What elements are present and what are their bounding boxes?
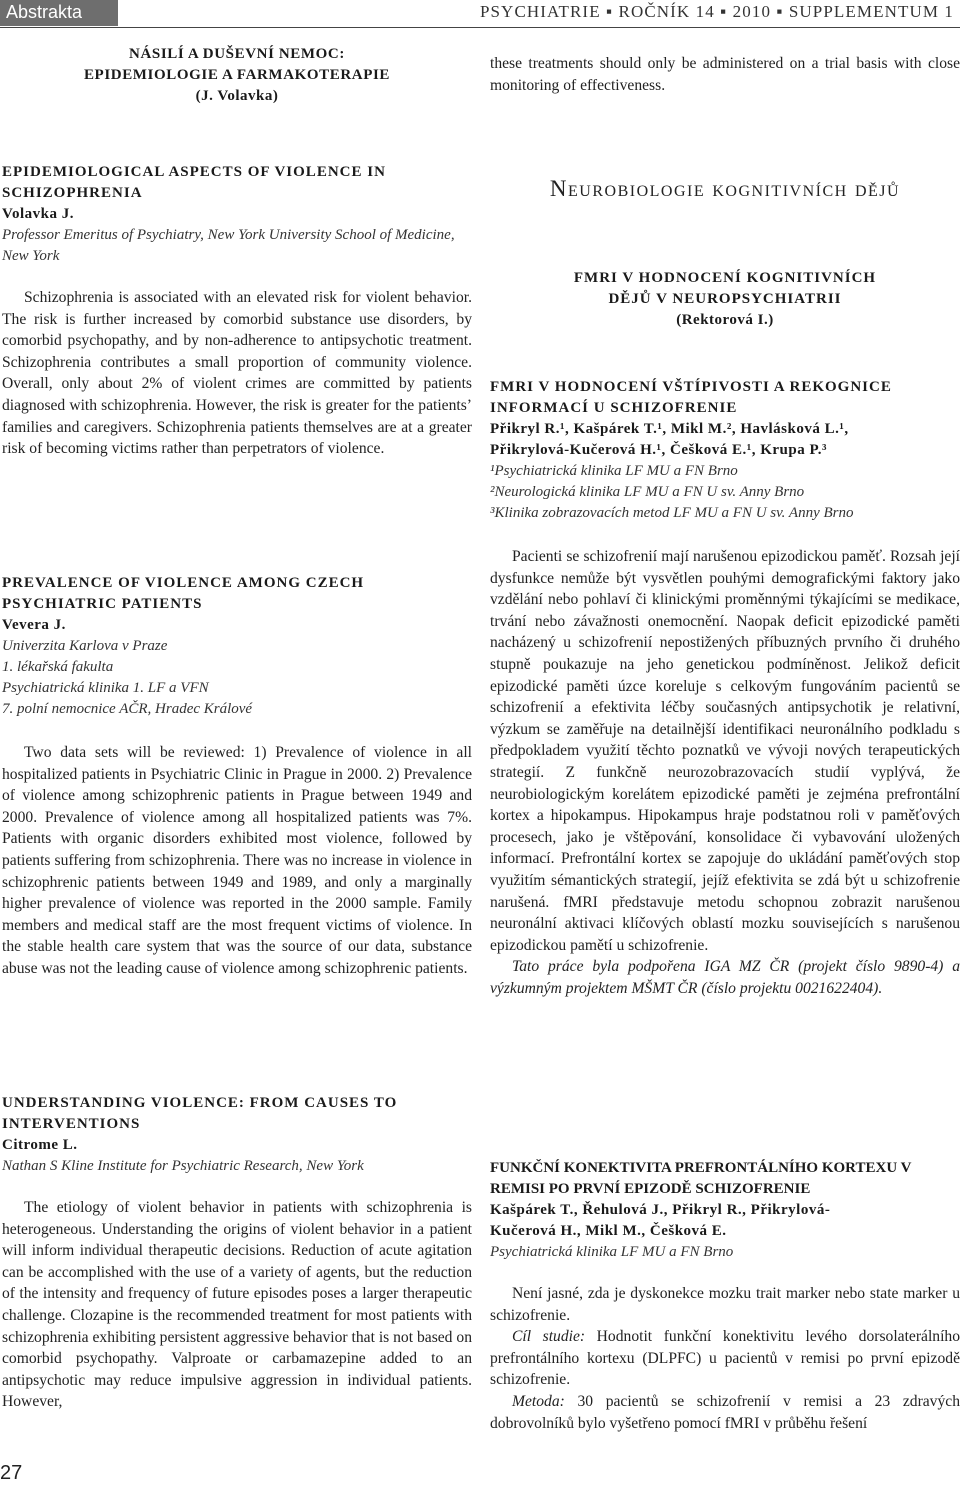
session-chair: (Rektorová I.) [676, 312, 774, 328]
abstract-understanding [2, 1093, 472, 1413]
page-header [0, 0, 960, 30]
abstract-title: PREVALENCE OF VIOLENCE AMONG CZECH PSYCHIATRIC PATIENTS [2, 575, 365, 612]
abstract-epidemiological [2, 162, 472, 460]
section-tag: Abstrakta [0, 0, 118, 26]
abstract-affiliation: Psychiatrická klinika LF MU a FN Brno [490, 1244, 734, 1260]
abstract-affiliation: Univerzita Karlova v Praze [2, 638, 168, 654]
session-title-line: DĚJŮ V NEUROPSYCHIATRII [608, 291, 842, 307]
session-heading [2, 44, 472, 107]
abstract-author: Vevera J. [2, 617, 66, 633]
abstract-authors: Kašpárek T., Řehulová J., Přikryl R., Přikrylová- [490, 1202, 831, 1218]
abstract-affiliation: ²Neurologická klinika LF MU a FN U sv. Anny Brno [490, 484, 805, 500]
abstract-affiliation: Professor Emeritus of Psychiatry, New York University School of Medicine, New York [2, 227, 455, 264]
session-title-line: FMRI V HODNOCENÍ KOGNITIVNÍCH [573, 270, 877, 286]
abstract-paragraph: Cíl studie: Hodnotit funkční konektivitu levého dorsolaterálního prefrontálního kortexu (DLPFC) u pacientů v remisi po první epizodě schizofrenie. [490, 1328, 960, 1389]
journal-running-head: PSYCHIATRIE ▪ ROČNÍK 14 ▪ 2010 ▪ SUPPLEMENTUM 1 [479, 2, 954, 21]
abstract-title: EPIDEMIOLOGICAL ASPECTS OF VIOLENCE IN SCHIZOPHRENIA [2, 164, 386, 201]
abstract-affiliation: ¹Psychiatrická klinika LF MU a FN Brno [490, 463, 738, 479]
session-heading [490, 268, 960, 331]
abstract-body: Two data sets will be reviewed: 1) Prevalence of violence in all hospitalized patients in Psychiatric Clinic in Prague in 2000. 2) Prevalence of violence among schizophrenic patients in Prague between 1949 and 2000. Prevalence of violence among all hospitalized patients was 7%. Patients with organic disorders exhibited most violence, followed by patients suffering from schizophrenia. There was no increase in violence in schizophrenic patients between 1949 and 1989, and only a marginally higher prevalence of violence was reported in the 2000 sample. Family members and medical staff are the most frequent victims of violence. In the stable health care system that was the source of our data, substance abuse was not the leading cause of violence among schizophrenic patients. [2, 744, 472, 977]
abstract-affiliation: Psychiatrická klinika 1. LF a VFN [2, 680, 209, 696]
section-title: Neurobiologie kognitivních dějů [549, 176, 901, 201]
abstract-prevalence [2, 573, 472, 980]
abstract-affiliation: ³Klinika zobrazovacích metod LF MU a FN U sv. Anny Brno [490, 505, 854, 521]
abstract-body: Pacienti se schizofrenií mají narušenou epizodickou paměť. Rozsah její dysfunkce nemůže být vysvětlen pouhými demografickými faktory jako vzdělání nebo pohlaví či klinickými proměnnými týkajícími se medikace, trvání nebo závažnosti onemocnění. Naopak deficit epizodické paměti nacházený u schizofrenií nepostižených příbuzných prvního či druhého stupně poukazuje na jeho genetickou podmíněnost. Jelikož deficit epizodické paměti úzce koreluje s celkovým fungováním pacientů se schizofrenií a efektivita léčby současných antipsychotik je relativní, výzkum se zaměřuje na detailnější identifikaci neuronálního podkladu s předpokladem využití těchto poznatků ve vývoji nových terapeutických strategií. Z funkčně neurozobrazovacích studií vyplývá, že neurobiologickým korelátem epizodické paměti je zejména prefrontální kortex a hipokampus. Hipokampus hraje podstatnou roli v paměťových procesech, jako je vštěpování, konsolidace či vybavování uložených informací. Prefrontální kortex se zapojuje do ukládání paměťových stop využitím sémantických strategií, jejíž efektivita se zdá být u schizofrenie narušená. fMRI představuje metodu schopnou zobrazit narušenou neuronální aktivaci klíčových oblastí mozku souvisejících s narušenou epizodickou pamětí u schizofrenie. [490, 548, 960, 954]
abstract-affiliation: 7. polní nemocnice AČR, Hradec Králové [2, 701, 253, 717]
abstract-author: Citrome L. [2, 1137, 78, 1153]
header-rule [0, 27, 960, 28]
abstract-authors: Přikrylová-Kučerová H.¹, Češková E.¹, Krupa P.³ [490, 442, 827, 458]
abstract-functional-connectivity [490, 1158, 960, 1434]
abstract-fmri-recognition [490, 377, 960, 999]
session-chair: (J. Volavka) [195, 88, 279, 104]
abstract-authors: Přikryl R.¹, Kašpárek T.¹, Mikl M.², Havlásková L.¹, [490, 421, 849, 437]
abstract-title: FUNKČNÍ KONEKTIVITA PREFRONTÁLNÍHO KORTEXU V REMISI PO PRVNÍ EPIZODĚ SCHIZOFRENIE [490, 1160, 912, 1197]
abstract-title: UNDERSTANDING VIOLENCE: FROM CAUSES TO INTERVENTIONS [2, 1095, 398, 1132]
abstract-affiliation: Nathan S Kline Institute for Psychiatric Research, New York [2, 1158, 364, 1174]
abstract-body: The etiology of violent behavior in patients with schizophrenia is heterogeneous. Understanding the origins of violent behavior in a patient will inform individual therapeutic decisions. Reduction of acute agitation can be accomplished with the use of a variety of agents, but the reduction of the intensity and frequency of future episodes poses a larger therapeutic challenge. Clozapine is the recommended treatment for most patients with schizophrenia exhibiting persistent aggressive behavior that is not based on comorbid psychopathy. Valproate or carbamazepine added to an antipsychotic may reduce impulsive aggression in individual patients. However, [2, 1199, 472, 1411]
session-title-line: EPIDEMIOLOGIE A FARMAKOTERAPIE [83, 67, 391, 83]
grant-acknowledgement: Tato práce byla podpořena IGA MZ ČR (projekt číslo 9890-4) a výzkumným projektem MŠMT ČR (číslo projektu 0021622404). [490, 958, 960, 997]
session-title-line: NÁSILÍ A DUŠEVNÍ NEMOC: [129, 46, 345, 62]
abstract-paragraph: Metoda: 30 pacientů se schizofrenií v remisi a 23 zdravých dobrovolníků bylo vyšetřeno pomocí fMRI v průběhu řešení [490, 1392, 960, 1432]
abstract-title: FMRI V HODNOCENÍ VŠTÍPIVOSTI A REKOGNICE INFORMACÍ U SCHIZOFRENIE [490, 379, 892, 416]
abstract-body: Schizophrenia is associated with an elevated risk for violent behavior. The risk is further increased by comorbid substance use disorders, by comorbid psychopathy, and by non-adherence to antipsychotic treatment. Schizophrenia contributes a small proportion of community violence. Overall, only about 2% of violent crimes are committed by patients diagnosed with schizophrenia. However, the risk is greater for the patients’ families and caregivers. Schizophrenia patients themselves are at a greater risk of becoming victims rather than perpetrators of violence. [2, 289, 472, 458]
continued-text: these treatments should only be administered on a trial basis with close monitoring of effectiveness. [490, 55, 960, 94]
page-number: 27 [0, 1462, 23, 1484]
abstract-authors: Kučerová H., Mikl M., Češková E. [490, 1223, 727, 1239]
abstract-paragraph: Není jasné, zda je dyskonekce mozku trait marker nebo state marker u schizofrenie. [490, 1285, 960, 1324]
abstract-affiliation: 1. lékařská fakulta [2, 659, 114, 675]
abstract-author: Volavka J. [2, 206, 74, 222]
